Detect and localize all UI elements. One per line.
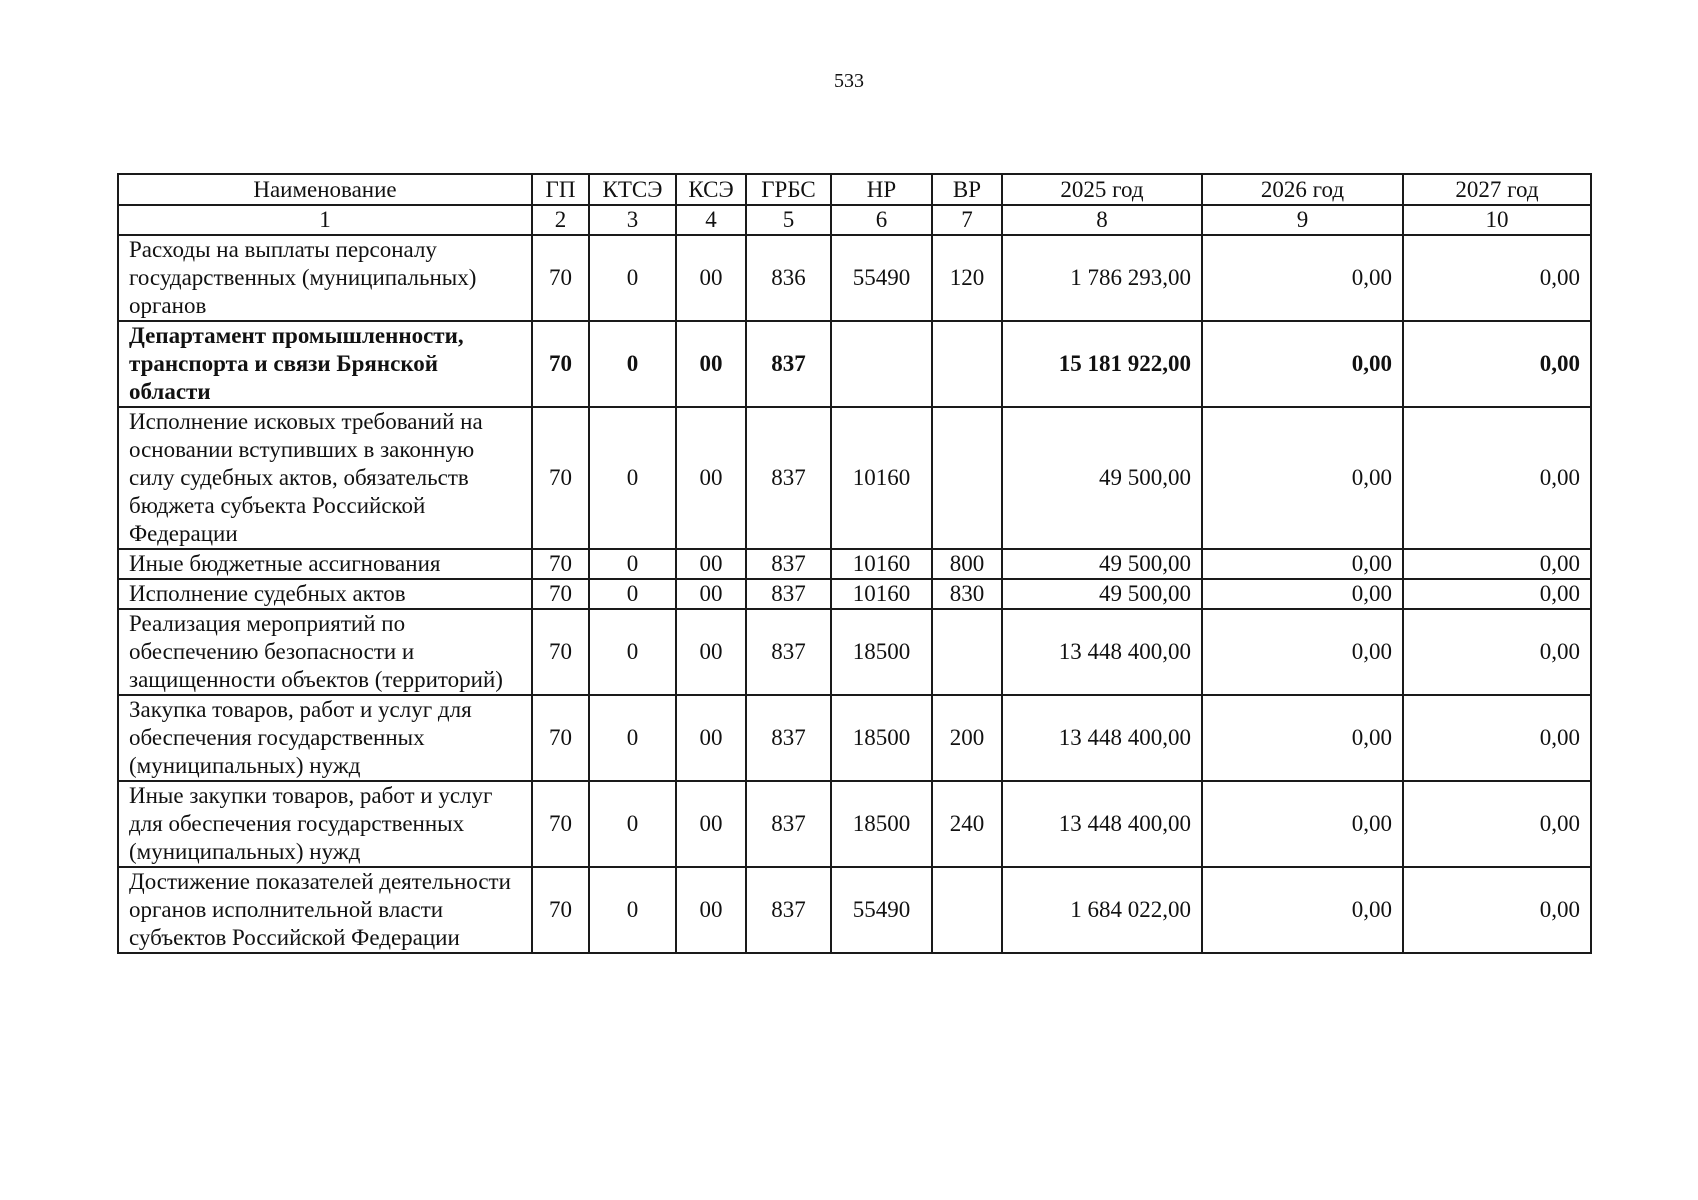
- cell-vr: 200: [932, 695, 1002, 781]
- cell-ktse: 0: [589, 695, 676, 781]
- row-name: Исполнение судебных актов: [118, 579, 532, 609]
- cell-vr: [932, 407, 1002, 549]
- col-header-name: Наименование: [118, 174, 532, 205]
- cell-grbs: 837: [746, 407, 831, 549]
- cell-vr: [932, 321, 1002, 407]
- col-number: 6: [831, 205, 932, 235]
- cell-2025: 13 448 400,00: [1002, 609, 1202, 695]
- cell-vr: 120: [932, 235, 1002, 321]
- table-row: [118, 321, 1591, 407]
- cell-ktse: 0: [589, 609, 676, 695]
- col-header-nr: НР: [831, 174, 932, 205]
- page-number: 533: [834, 70, 864, 92]
- cell-gp: 70: [532, 695, 589, 781]
- cell-vr: 800: [932, 549, 1002, 579]
- col-number: 3: [589, 205, 676, 235]
- cell-2025: 15 181 922,00: [1002, 321, 1202, 407]
- cell-2026: 0,00: [1202, 609, 1403, 695]
- cell-ktse: 0: [589, 407, 676, 549]
- col-header-2025: 2025 год: [1002, 174, 1202, 205]
- cell-kse: 00: [676, 609, 746, 695]
- cell-grbs: 837: [746, 781, 831, 867]
- cell-2026: 0,00: [1202, 781, 1403, 867]
- budget-table: [117, 173, 1592, 954]
- cell-vr: 830: [932, 579, 1002, 609]
- cell-2026: 0,00: [1202, 321, 1403, 407]
- col-number: 7: [932, 205, 1002, 235]
- cell-2027: 0,00: [1403, 579, 1591, 609]
- column-number-row: [118, 205, 1591, 235]
- cell-nr: 55490: [831, 235, 932, 321]
- col-header-grbs: ГРБС: [746, 174, 831, 205]
- table-row: [118, 407, 1591, 549]
- cell-nr: [831, 321, 932, 407]
- cell-gp: 70: [532, 781, 589, 867]
- cell-ktse: 0: [589, 549, 676, 579]
- cell-gp: 70: [532, 407, 589, 549]
- row-name: Исполнение исковых требований на основании вступивших в законную силу судебных актов, обязательств бюджета субъекта Российской Федерации: [118, 407, 532, 549]
- header-row: [118, 174, 1591, 205]
- cell-grbs: 837: [746, 609, 831, 695]
- cell-2025: 49 500,00: [1002, 549, 1202, 579]
- cell-kse: 00: [676, 867, 746, 953]
- cell-vr: [932, 867, 1002, 953]
- table-row: [118, 579, 1591, 609]
- col-number: 10: [1403, 205, 1591, 235]
- cell-2026: 0,00: [1202, 867, 1403, 953]
- row-name: Иные закупки товаров, работ и услуг для обеспечения государственных (муниципальных) нужд: [118, 781, 532, 867]
- col-number: 4: [676, 205, 746, 235]
- cell-kse: 00: [676, 549, 746, 579]
- cell-2027: 0,00: [1403, 549, 1591, 579]
- table-row: [118, 549, 1591, 579]
- cell-kse: 00: [676, 321, 746, 407]
- table-row: [118, 781, 1591, 867]
- cell-vr: [932, 609, 1002, 695]
- cell-2027: 0,00: [1403, 321, 1591, 407]
- cell-2027: 0,00: [1403, 781, 1591, 867]
- row-name: Закупка товаров, работ и услуг для обеспечения государственных (муниципальных) нужд: [118, 695, 532, 781]
- col-number: 2: [532, 205, 589, 235]
- cell-nr: 18500: [831, 695, 932, 781]
- cell-2025: 49 500,00: [1002, 407, 1202, 549]
- table-row: [118, 609, 1591, 695]
- cell-ktse: 0: [589, 321, 676, 407]
- cell-gp: 70: [532, 549, 589, 579]
- cell-2025: 1 684 022,00: [1002, 867, 1202, 953]
- cell-2025: 13 448 400,00: [1002, 695, 1202, 781]
- row-name: Департамент промышленности, транспорта и связи Брянской области: [118, 321, 532, 407]
- cell-kse: 00: [676, 579, 746, 609]
- cell-gp: 70: [532, 321, 589, 407]
- cell-grbs: 837: [746, 549, 831, 579]
- cell-2027: 0,00: [1403, 235, 1591, 321]
- cell-grbs: 836: [746, 235, 831, 321]
- cell-2026: 0,00: [1202, 695, 1403, 781]
- cell-kse: 00: [676, 235, 746, 321]
- cell-2026: 0,00: [1202, 549, 1403, 579]
- cell-2026: 0,00: [1202, 579, 1403, 609]
- row-name: Реализация мероприятий по обеспечению безопасности и защищенности объектов (территорий): [118, 609, 532, 695]
- cell-kse: 00: [676, 695, 746, 781]
- cell-ktse: 0: [589, 235, 676, 321]
- cell-ktse: 0: [589, 867, 676, 953]
- cell-kse: 00: [676, 407, 746, 549]
- cell-2027: 0,00: [1403, 867, 1591, 953]
- col-header-gp: ГП: [532, 174, 589, 205]
- col-number: 8: [1002, 205, 1202, 235]
- cell-vr: 240: [932, 781, 1002, 867]
- cell-2025: 49 500,00: [1002, 579, 1202, 609]
- cell-gp: 70: [532, 867, 589, 953]
- row-name: Достижение показателей деятельности органов исполнительной власти субъектов Российской Федерации: [118, 867, 532, 953]
- cell-grbs: 837: [746, 579, 831, 609]
- cell-ktse: 0: [589, 579, 676, 609]
- cell-2027: 0,00: [1403, 407, 1591, 549]
- col-header-2026: 2026 год: [1202, 174, 1403, 205]
- row-name: Иные бюджетные ассигнования: [118, 549, 532, 579]
- col-header-ktse: КТСЭ: [589, 174, 676, 205]
- row-name: Расходы на выплаты персоналу государственных (муниципальных) органов: [118, 235, 532, 321]
- table-row: [118, 235, 1591, 321]
- cell-nr: 18500: [831, 781, 932, 867]
- cell-gp: 70: [532, 579, 589, 609]
- col-header-2027: 2027 год: [1403, 174, 1591, 205]
- cell-kse: 00: [676, 781, 746, 867]
- col-number: 1: [118, 205, 532, 235]
- cell-2026: 0,00: [1202, 235, 1403, 321]
- cell-2026: 0,00: [1202, 407, 1403, 549]
- col-header-vr: ВР: [932, 174, 1002, 205]
- cell-2025: 13 448 400,00: [1002, 781, 1202, 867]
- cell-2027: 0,00: [1403, 695, 1591, 781]
- cell-ktse: 0: [589, 781, 676, 867]
- cell-grbs: 837: [746, 695, 831, 781]
- cell-nr: 10160: [831, 579, 932, 609]
- cell-gp: 70: [532, 235, 589, 321]
- col-number: 5: [746, 205, 831, 235]
- col-number: 9: [1202, 205, 1403, 235]
- table-row: [118, 695, 1591, 781]
- cell-nr: 18500: [831, 609, 932, 695]
- cell-2027: 0,00: [1403, 609, 1591, 695]
- table-row: [118, 867, 1591, 953]
- col-header-kse: КСЭ: [676, 174, 746, 205]
- cell-2025: 1 786 293,00: [1002, 235, 1202, 321]
- cell-nr: 10160: [831, 549, 932, 579]
- cell-gp: 70: [532, 609, 589, 695]
- cell-nr: 10160: [831, 407, 932, 549]
- cell-grbs: 837: [746, 321, 831, 407]
- cell-grbs: 837: [746, 867, 831, 953]
- cell-nr: 55490: [831, 867, 932, 953]
